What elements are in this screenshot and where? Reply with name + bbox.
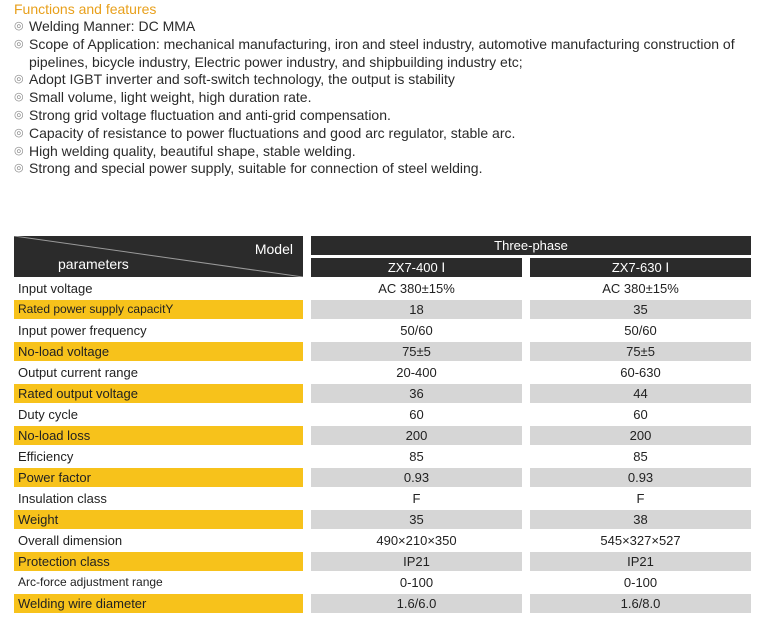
table-row: Protection class IP21 IP21 — [14, 550, 751, 571]
feature-item: ◎ Strong grid voltage fluctuation and anti-grid compensation. — [14, 106, 391, 123]
table-row: Power factor 0.93 0.93 — [14, 466, 751, 487]
table-row: Welding wire diameter 1.6/6.0 1.6/8.0 — [14, 592, 751, 613]
bullet-icon: ◎ — [14, 91, 24, 104]
header-parameters-label: parameters — [58, 256, 129, 272]
header-model-label: Model — [254, 241, 293, 257]
feature-item: ◎ Scope of Application: mechanical manufacturing, iron and steel industry, automotive manufacturing construction of pipelines, bicycle industry, Electric power industry, and shipbuilding industry etc; — [14, 35, 735, 70]
table-row: Rated power supply capacitY 18 35 — [14, 298, 751, 319]
table-row: Input power frequency 50/60 50/60 — [14, 319, 751, 340]
table-row: Duty cycle 60 60 — [14, 403, 751, 424]
table-row: Output current range 20-400 60-630 — [14, 361, 751, 382]
table-row: Input voltage AC 380±15% AC 380±15% — [14, 277, 751, 298]
header-corner — [14, 236, 303, 277]
header-model-1: ZX7-400 Ⅰ — [311, 258, 522, 277]
table-row: Weight 35 38 — [14, 508, 751, 529]
table-row: No-load loss 200 200 — [14, 424, 751, 445]
table-row: Insulation class F F — [14, 487, 751, 508]
table-row: Overall dimension 490×210×350 545×327×527 — [14, 529, 751, 550]
feature-item: ◎ High welding quality, beautiful shape, stable welding. — [14, 142, 356, 159]
table-row: Rated output voltage 36 44 — [14, 382, 751, 403]
bullet-icon: ◎ — [14, 37, 24, 50]
feature-item: ◎ Capacity of resistance to power fluctuations and good arc regulator, stable arc. — [14, 124, 516, 141]
header-model-2: ZX7-630 Ⅰ — [530, 258, 751, 277]
bullet-icon: ◎ — [14, 20, 24, 32]
feature-list — [14, 18, 754, 178]
bullet-icon: ◎ — [14, 73, 24, 86]
bullet-icon: ◎ — [14, 162, 24, 175]
spec-table — [14, 236, 751, 613]
header-three-phase: Three-phase — [311, 236, 751, 258]
feature-item: ◎ Adopt IGBT inverter and soft-switch technology, the output is stability — [14, 71, 455, 88]
table-row: Arc-force adjustment range 0-100 0-100 — [14, 571, 751, 592]
table-row: No-load voltage 75±5 75±5 — [14, 340, 751, 361]
features-section — [14, 0, 754, 178]
bullet-icon: ◎ — [14, 126, 24, 139]
table-row: Efficiency 85 85 — [14, 445, 751, 466]
feature-item: ◎ Small volume, light weight, high duration rate. — [14, 89, 312, 106]
features-title: Functions and features — [14, 1, 157, 17]
feature-item: ◎ Strong and special power supply, suitable for connection of steel welding. — [14, 160, 483, 177]
feature-item: ◎ Welding Manner: DC MMA — [14, 18, 196, 34]
bullet-icon: ◎ — [14, 144, 24, 157]
bullet-icon: ◎ — [14, 108, 24, 121]
